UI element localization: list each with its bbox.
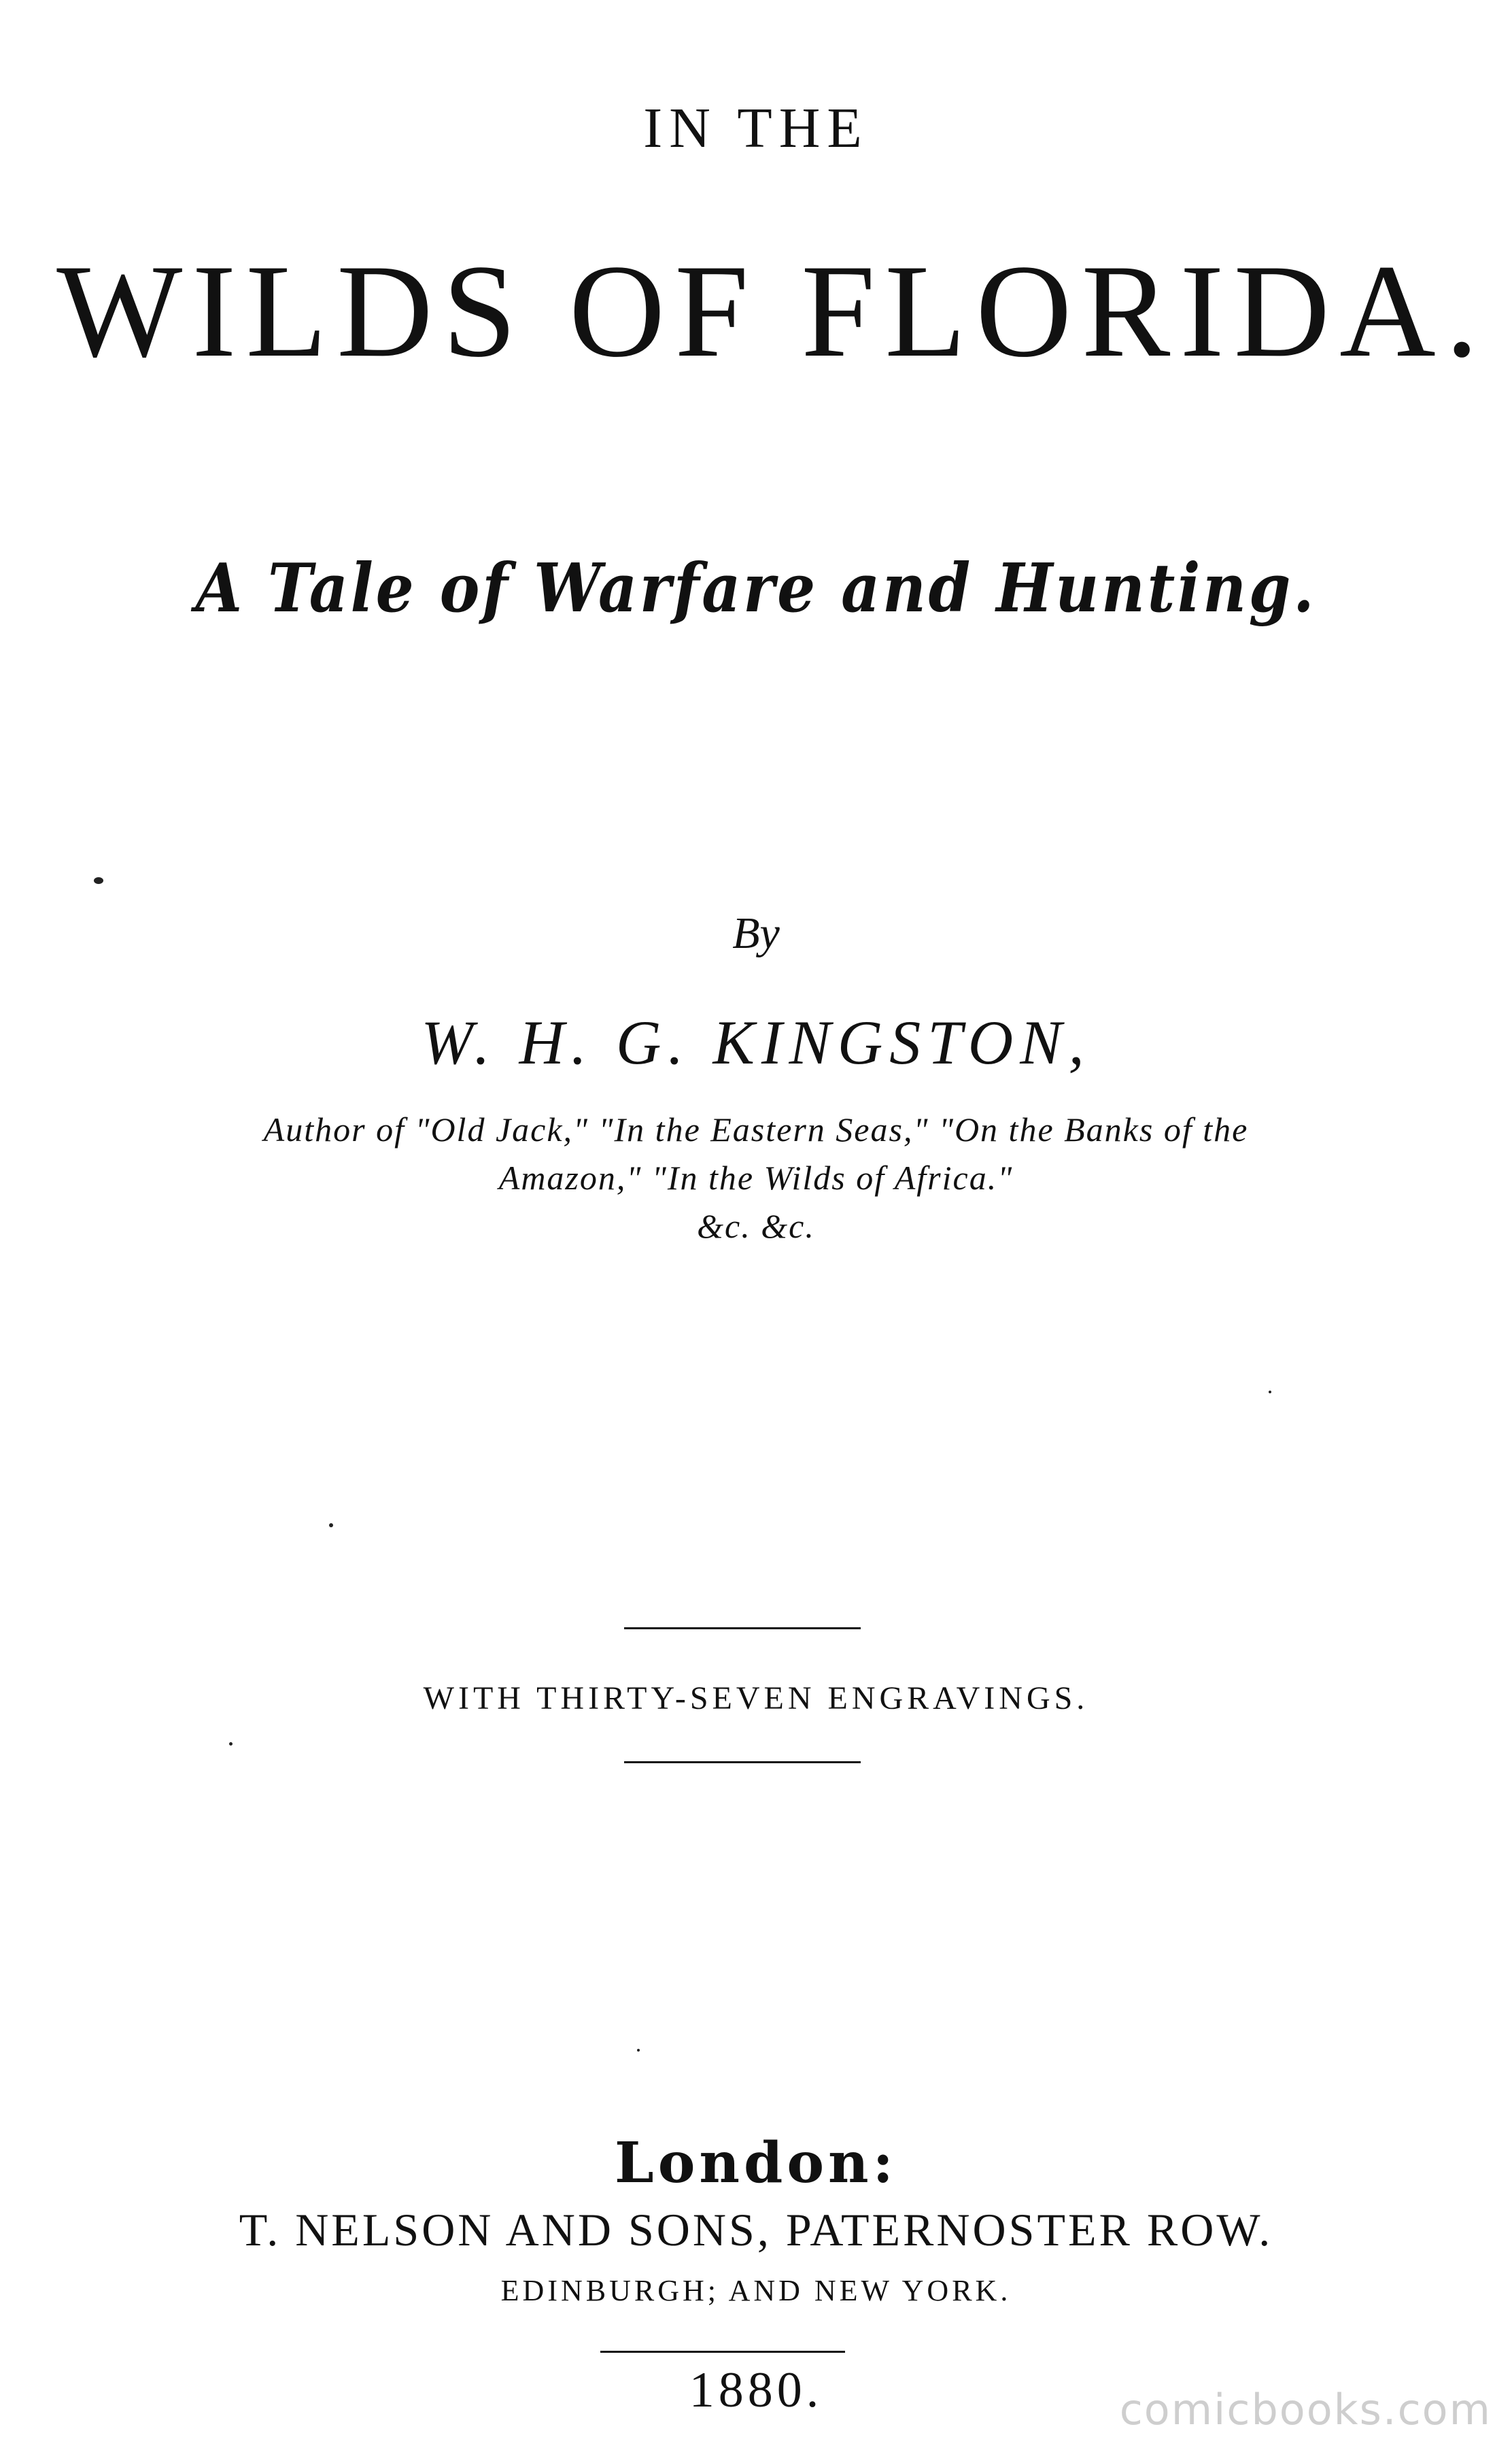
ink-speck [637, 2049, 640, 2052]
divider-rule [624, 1761, 861, 1763]
ink-speck [329, 1523, 333, 1527]
watermark: comicbooks.com [1119, 2385, 1492, 2434]
author-credits-line-2: Amazon," "In the Wilds of Africa." [498, 1159, 1014, 1197]
publisher-name: T. NELSON AND SONS, PATERNOSTER ROW. [239, 2204, 1273, 2256]
publication-year: 1880. [689, 2362, 823, 2418]
author-credits-line-3: &c. &c. [697, 1207, 815, 1245]
publisher-city: London: [615, 2130, 897, 2196]
engravings-note: WITH THIRTY-SEVEN ENGRAVINGS. [423, 1680, 1089, 1716]
publisher-locations: EDINBURGH; AND NEW YORK. [500, 2274, 1012, 2307]
ink-speck [94, 877, 103, 884]
author-name: W. H. G. KINGSTON, [421, 1008, 1091, 1077]
main-title: WILDS OF FLORIDA. [56, 237, 1488, 385]
divider-rule [600, 2351, 845, 2353]
pre-title: IN THE [643, 97, 869, 160]
subtitle: A Tale of Warfare and Hunting. [195, 549, 1317, 628]
ink-speck [229, 1742, 233, 1746]
by-line: By [732, 908, 780, 958]
divider-rule [624, 1627, 861, 1629]
ink-speck [1269, 1391, 1271, 1393]
author-credits-line-1: Author of "Old Jack," "In the Eastern Seas," "On the Banks of the [263, 1110, 1249, 1149]
